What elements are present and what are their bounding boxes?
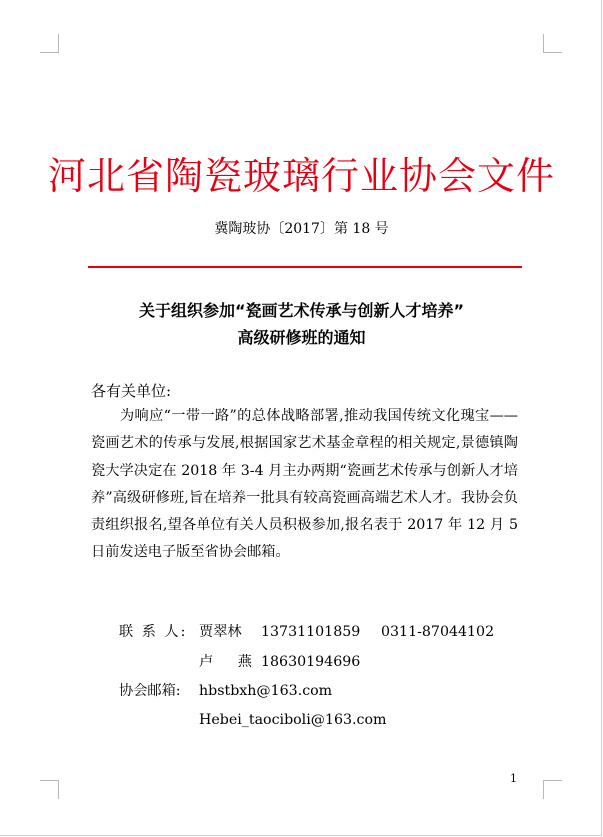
email-label: 协会邮箱: — [119, 683, 181, 699]
contact-row-1 — [119, 621, 494, 643]
notice-title — [0, 297, 603, 351]
crop-mark-bottom-left — [40, 780, 59, 799]
contact-mobile-2: 18630194696 — [261, 654, 361, 670]
email-row-2 — [199, 709, 386, 731]
crop-mark-top-left — [40, 34, 59, 53]
body-paragraph: 为响应“一带一路”的总体战略部署,推动我国传统文化瑰宝——瓷画艺术的传承与发展,根据国家艺术基金章程的相关规定,景德镇陶瓷大学决定在 2018 年 3-4 月主办两期“瓷画艺术传承与创新人才培养”高级研修班,旨在培养一批具有较高瓷画高端艺术人才。我协会负责组织报名,望各单位有关人员积极参加,报名表于 2017 年 12 月 5 日前发送电子版至省协会邮箱。 — [91, 408, 518, 561]
crop-mark-top-right — [543, 34, 562, 53]
email-address-1: hbstbxh@163.com — [199, 683, 333, 699]
email-address-2: Hebei_taociboli@163.com — [199, 712, 387, 728]
email-row-1 — [119, 680, 332, 702]
notice-title-line-2: 高级研修班的通知 — [237, 328, 366, 347]
contact-name-1: 贾翠林 — [199, 624, 242, 640]
contact-label: 联 系 人: — [119, 624, 188, 640]
red-divider-line — [88, 266, 522, 268]
red-header-title: 河北省陶瓷玻璃行业协会文件 — [47, 154, 555, 198]
contact-mobile-1: 13731101859 — [261, 624, 361, 640]
notice-title-line-1: 关于组织参加“瓷画艺术传承与创新人才培养” — [138, 301, 465, 320]
document-number: 冀陶玻协〔2017〕第 18 号 — [214, 221, 389, 237]
crop-mark-bottom-right — [543, 780, 562, 799]
contact-name-2: 卢 燕 — [199, 654, 262, 670]
salutation: 各有关单位: — [91, 382, 172, 400]
contact-row-2 — [199, 651, 360, 673]
contact-telephone-1: 0311-87044102 — [381, 624, 495, 640]
page-number: 1 — [510, 772, 517, 785]
